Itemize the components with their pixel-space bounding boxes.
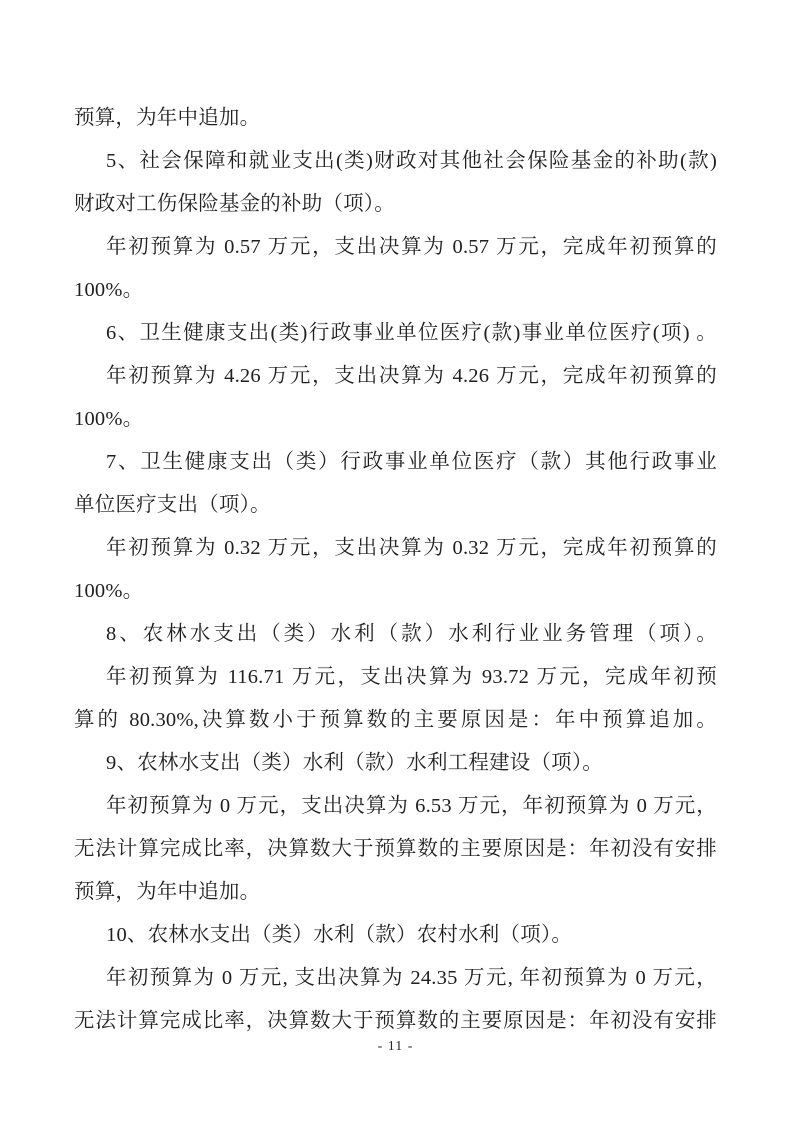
text-line: 财政对工伤保险基金的补助（项）。 xyxy=(74,193,395,215)
text-line: 年初预算为 0 万元, 支出决算为 24.35 万元, 年初预算为 0 万元， xyxy=(106,967,717,989)
text-line: 年初预算为 0.32 万元，支出决算为 0.32 万元，完成年初预算的 xyxy=(106,537,717,559)
text-line: 预算，为年中追加。 xyxy=(74,881,261,903)
text-line: 8、农林水支出（类）水利（款）水利行业业务管理（项）。 xyxy=(106,623,717,645)
text-line: 算的 80.30%,决算数小于预算数的主要原因是：年中预算追加。 xyxy=(74,709,717,731)
page-number: - 11 - xyxy=(377,1039,414,1054)
text-line: 6、卫生健康支出(类)行政事业单位医疗(款)事业单位医疗(项) 。 xyxy=(106,322,717,344)
text-line: 年初预算为 116.71 万元，支出决算为 93.72 万元，完成年初预 xyxy=(106,666,717,688)
text-line: 5、社会保障和就业支出(类)财政对其他社会保险基金的补助(款) xyxy=(106,150,717,172)
page-footer xyxy=(74,1038,717,1056)
text-line: 7、卫生健康支出（类）行政事业单位医疗（款）其他行政事业 xyxy=(106,451,717,473)
text-line: 100%。 xyxy=(74,279,144,301)
text-line: 9、农林水支出（类）水利（款）水利工程建设（项）。 xyxy=(106,752,603,774)
document-body xyxy=(74,97,717,1043)
text-line: 无法计算完成比率，决算数大于预算数的主要原因是：年初没有安排 xyxy=(74,1010,717,1032)
text-line: 年初预算为 0.57 万元，支出决算为 0.57 万元，完成年初预算的 xyxy=(106,236,717,258)
text-line: 年初预算为 0 万元，支出决算为 6.53 万元，年初预算为 0 万元， xyxy=(106,795,717,817)
text-line: 10、农林水支出（类）水利（款）农村水利（项）。 xyxy=(106,924,573,946)
text-line: 单位医疗支出（项）。 xyxy=(74,494,271,516)
text-line: 100%。 xyxy=(74,408,144,430)
text-line: 无法计算完成比率，决算数大于预算数的主要原因是：年初没有安排 xyxy=(74,838,717,860)
text-line: 年初预算为 4.26 万元，支出决算为 4.26 万元，完成年初预算的 xyxy=(106,365,717,387)
text-line: 预算，为年中追加。 xyxy=(74,107,261,129)
text-line: 100%。 xyxy=(74,580,144,602)
